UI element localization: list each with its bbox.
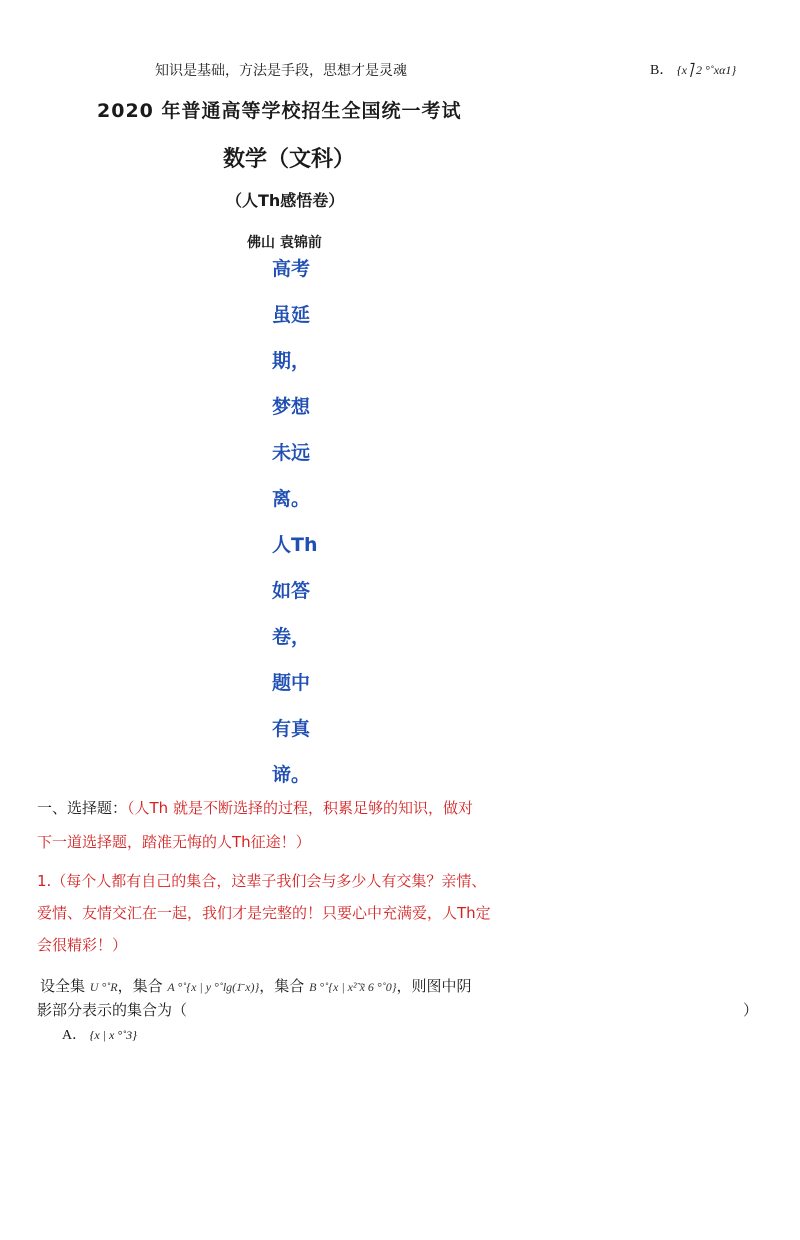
verse-line: 如答 xyxy=(272,580,311,602)
verse-line: 人Th xyxy=(272,534,318,556)
verse-line: 期， xyxy=(272,350,311,372)
option-b-math: {x⎤ 2 °˚xα1} xyxy=(676,63,737,77)
verse-line: 高考 xyxy=(272,258,311,280)
option-a xyxy=(62,1024,137,1044)
verse-line: 离。 xyxy=(272,488,311,510)
verse-line: 虽延 xyxy=(272,304,311,326)
question1-note-2: 爱情、友情交汇在一起，我们才是完整的！只要心中充满爱，人Th定 xyxy=(37,904,491,922)
option-b-label: B． xyxy=(650,63,674,78)
stem-text-a: 设全集 xyxy=(40,977,86,995)
option-a-label: A． xyxy=(62,1028,87,1043)
stem-text-d: ，则图中阴 xyxy=(396,977,472,995)
section-intro-1: （人Th 就是不断选择的过程，积累足够的知识，做对 xyxy=(127,799,473,817)
author-line: 佛山 袁锦前 xyxy=(247,235,322,251)
vertical-verse xyxy=(272,254,352,806)
verse-line: 梦想 xyxy=(272,396,311,418)
subject-title: 数学（文科） xyxy=(223,147,356,172)
edition-label: （人Th感悟卷） xyxy=(226,191,345,210)
question1-note-3: 会很精彩！） xyxy=(37,936,128,954)
verse-line: 谛。 xyxy=(272,764,311,786)
verse-line: 卷， xyxy=(272,626,311,648)
answer-paren-close: ） xyxy=(743,1001,759,1019)
stem-math-set-b: B °˚{x | x²̃ x̃ 6 °˚0} xyxy=(309,980,397,994)
option-b xyxy=(650,59,736,79)
section-intro-2: 下一道选择题，踏准无悔的人Th征途！） xyxy=(37,833,311,851)
stem-text-c: ，集合 xyxy=(259,977,305,995)
verse-line: 有真 xyxy=(272,718,311,740)
exam-title: 2020 年普通高等学校招生全国统一考试 xyxy=(97,100,462,122)
verse-line: 未远 xyxy=(272,442,311,464)
section-heading-line xyxy=(37,798,473,818)
option-a-math: {x | x °˚3} xyxy=(89,1028,137,1042)
question1-stem xyxy=(40,975,472,996)
verse-line: 题中 xyxy=(272,672,311,694)
stem-math-universal: U °˚R xyxy=(89,980,118,994)
question1-note-1: 1.（每个人都有自己的集合，这辈子我们会与多少人有交集？亲情、 xyxy=(37,872,487,890)
stem-math-set-a: A °˚{x | y °˚lg(1̄ x)} xyxy=(167,980,260,994)
header-motto: 知识是基础，方法是手段，思想才是灵魂 xyxy=(155,63,407,79)
question1-stem-line2: 影部分表示的集合为（ xyxy=(37,1001,188,1019)
section-heading: 一、选择题： xyxy=(37,799,128,817)
stem-text-b: ，集合 xyxy=(117,977,163,995)
